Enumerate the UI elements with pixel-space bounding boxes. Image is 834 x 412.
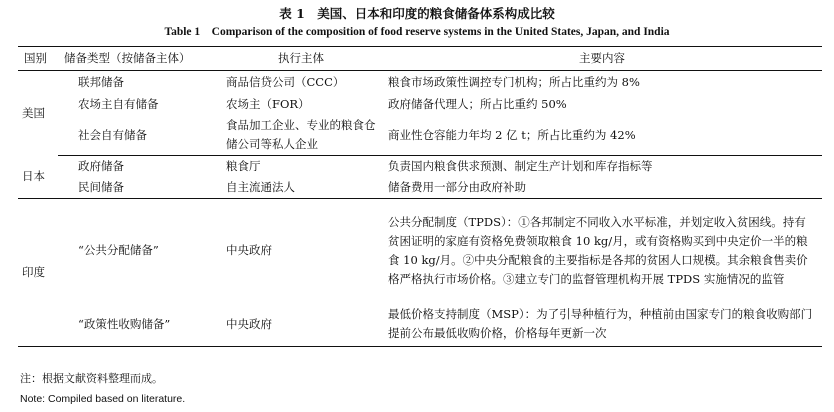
- content-cell: 公共分配制度（TPDS）：①各邦制定不同收入水平标准，并划定收入贫困线。持有贫困证明的家庭有资格免费领取粮食 10 kg/月，或有资格购买到中央定价一半的粮食 10 kg/月。②中央分配粮食的主要指标是各邦的贫困人口规模。其余粮食售卖价格严格执行市场价格。③建立专门的监督管理机构开展 TPDS 实施情况的监管: [388, 214, 808, 286]
- table-row: [18, 199, 822, 303]
- type-cell: 民间储备: [58, 177, 220, 199]
- table-row: [18, 156, 822, 178]
- table-title-en: Table 1 Comparison of the composition of food reserve systems in the United States, Japan, and India: [164, 26, 670, 38]
- type-cell: 政府储备: [78, 159, 124, 173]
- content-cell: 政府储备代理人；所占比重约 50%: [388, 96, 567, 111]
- content-cell: 负责国内粮食供求预测、制定生产计划和库存指标等: [388, 159, 653, 173]
- content-cell: 粮食市场政策性调控专门机构；所占比重约为 8%: [388, 74, 640, 89]
- type-cell: 联邦储备: [78, 74, 124, 89]
- type-cell: “公共分配储备”: [78, 243, 159, 257]
- table-row: [18, 302, 822, 347]
- executor-cell: 自主流通法人: [220, 177, 382, 199]
- country-cell-us: 美国: [22, 105, 45, 120]
- country-cell-in: 印度: [18, 199, 58, 347]
- executor-cell: 商品信贷公司（CCC）: [226, 74, 345, 89]
- table-header-row: [18, 47, 822, 71]
- content-cell: 商业性仓容能力年均 2 亿 t；所占比重约为 42%: [382, 115, 822, 156]
- type-cell: “政策性收购储备”: [58, 302, 220, 347]
- table-row: [18, 71, 822, 94]
- food-reserve-table: [18, 46, 822, 347]
- executor-cell: 中央政府: [226, 243, 272, 257]
- table-row: [18, 177, 822, 199]
- table-row: [18, 93, 822, 115]
- content-cell: 最低价格支持制度（MSP）：为了引导种植行为，种植前由国家专门的粮食收购部门提前公布最低收购价格，价格每年更新一次: [382, 302, 822, 347]
- executor-cell: 中央政府: [220, 302, 382, 347]
- footnote-cn: 注：根据文献资料整理而成。: [20, 372, 163, 385]
- table-row: [18, 115, 822, 156]
- header-content: 主要内容: [579, 51, 625, 65]
- executor-cell: 食品加工企业、专业的粮食仓储公司等私人企业: [220, 115, 382, 156]
- content-cell: 储备费用一部分由政府补助: [382, 177, 822, 199]
- table-title-cn: 表 1 美国、日本和印度的粮食储备体系构成比较: [279, 6, 555, 21]
- header-country: 国别: [24, 51, 47, 65]
- executor-cell: 农场主（FOR）: [226, 96, 310, 111]
- header-executor: 执行主体: [278, 51, 324, 65]
- type-cell: 社会自有储备: [58, 115, 220, 156]
- country-cell-jp: 日本: [18, 156, 58, 199]
- type-cell: 农场主自有储备: [78, 96, 159, 111]
- footnote-en: Note: Compiled based on literature.: [20, 393, 186, 405]
- executor-cell: 粮食厅: [226, 159, 261, 173]
- header-type: 储备类型（按储备主体）: [64, 51, 191, 65]
